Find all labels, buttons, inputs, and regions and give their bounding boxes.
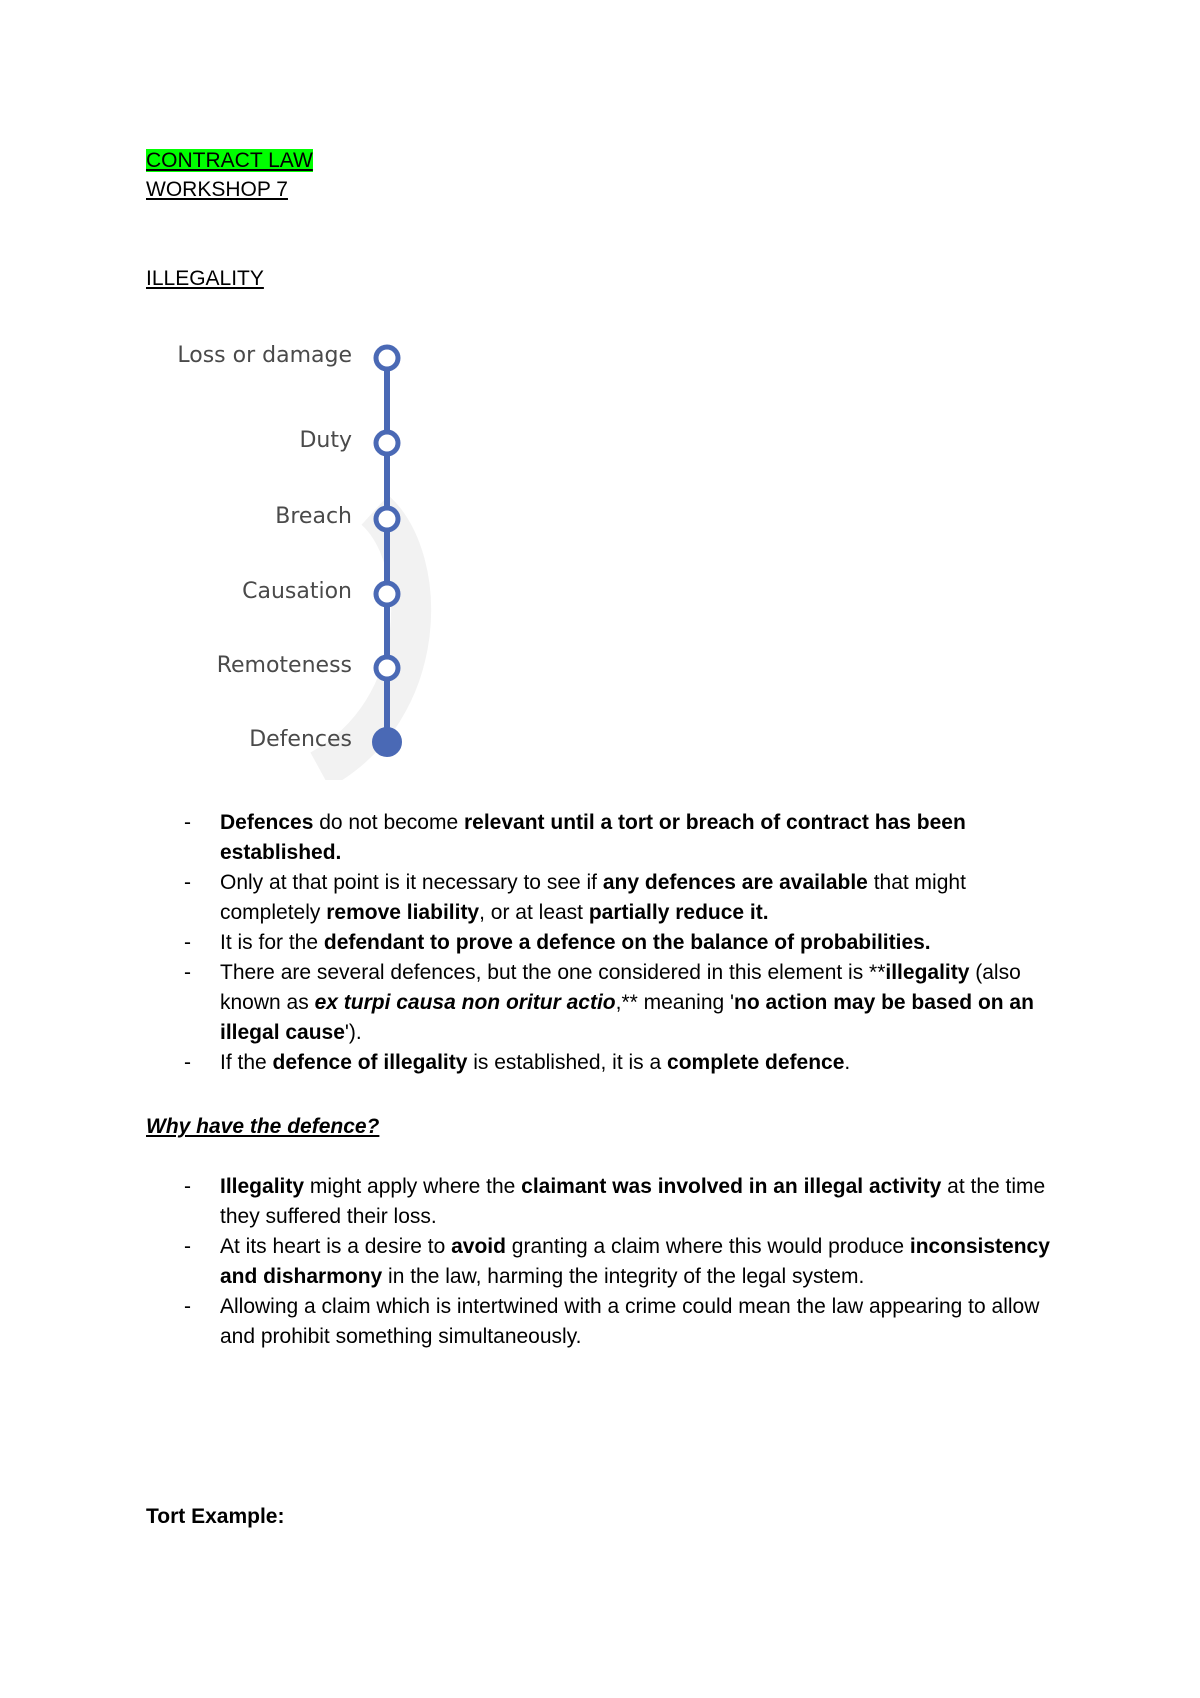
list-item: - Allowing a claim which is intertwined with a crime could mean the law appearing to allow and prohibit something simultaneously. (146, 1292, 1066, 1352)
intro-bullet-list (146, 808, 1066, 1078)
tort-example-label: Tort Example: (146, 1505, 285, 1528)
step-node-causation (376, 583, 398, 605)
step-label-duty: Duty (299, 428, 352, 453)
step-label-causation: Causation (242, 579, 352, 604)
step-node-loss-or-damage (376, 347, 398, 369)
list-item: - If the defence of illegality is established, it is a complete defence. (146, 1048, 1066, 1078)
step-label-remoteness: Remoteness (216, 653, 352, 678)
step-node-defences-active (373, 728, 401, 756)
step-label-breach: Breach (275, 504, 352, 529)
list-item: - There are several defences, but the one considered in this element is **illegality (also known as ex turpi causa non oritur actio,** meaning 'no action may be based on an illegal cause'). (146, 958, 1066, 1048)
why-bullet-list (146, 1172, 1066, 1352)
tort-elements-timeline (150, 330, 440, 780)
list-item: - It is for the defendant to prove a defence on the balance of probabilities. (146, 928, 1066, 958)
why-section-heading: Why have the defence? (146, 1115, 380, 1138)
timeline-graphic (150, 330, 440, 780)
workshop-title: WORKSHOP 7 (146, 178, 288, 201)
step-node-breach (376, 508, 398, 530)
list-item: - At its heart is a desire to avoid granting a claim where this would produce inconsistency and disharmony in the law, harming the integrity of the legal system. (146, 1232, 1066, 1292)
step-node-duty (376, 432, 398, 454)
topic-title: ILLEGALITY (146, 267, 264, 290)
course-title-highlight: CONTRACT LAW (146, 149, 313, 172)
step-node-remoteness (376, 657, 398, 679)
step-label-loss-or-damage: Loss or damage (177, 343, 352, 368)
step-label-defences: Defences (249, 727, 352, 752)
course-title (146, 148, 313, 174)
list-item: - Defences do not become relevant until a tort or breach of contract has been established. (146, 808, 1066, 868)
list-item: - Illegality might apply where the claimant was involved in an illegal activity at the time they suffered their loss. (146, 1172, 1066, 1232)
list-item: - Only at that point is it necessary to see if any defences are available that might completely remove liability, or at least partially reduce it. (146, 868, 1066, 928)
